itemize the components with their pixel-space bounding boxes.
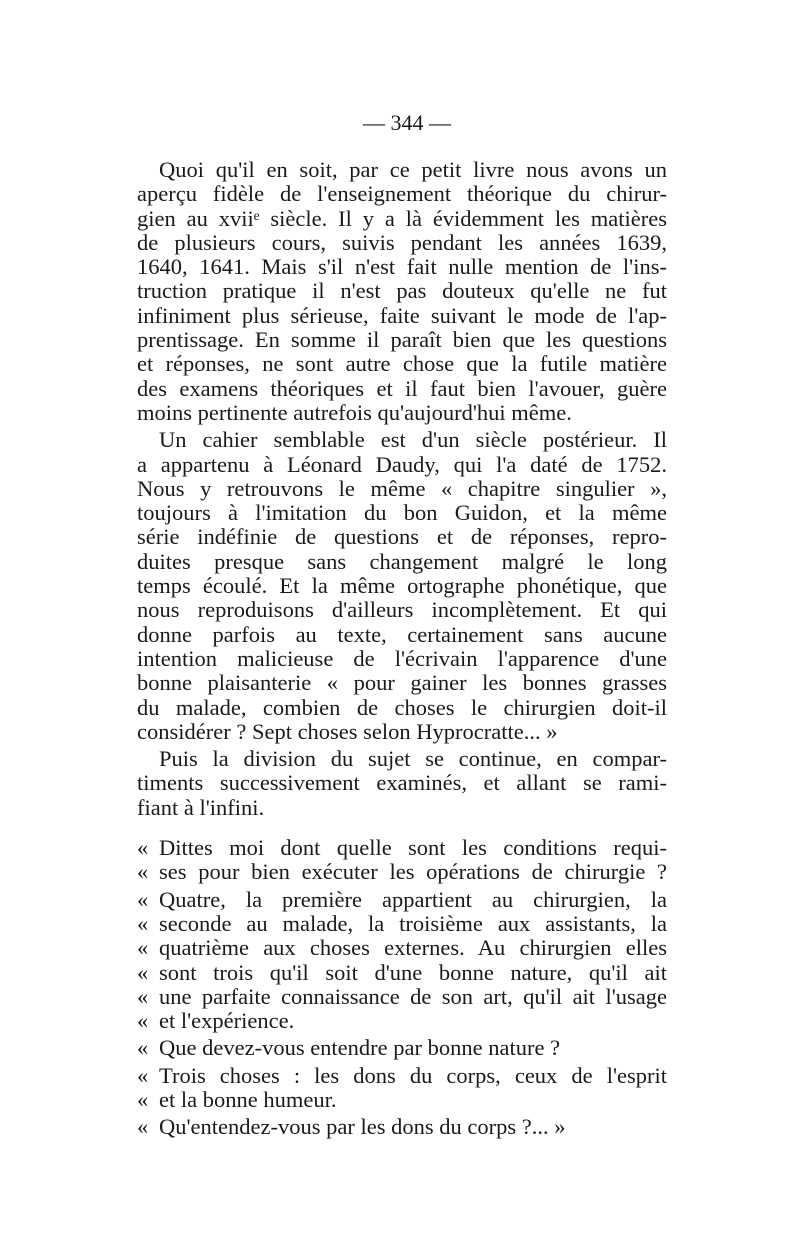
text-line: considérer ? Sept choses selon Hyprocratte... » [137, 718, 558, 744]
quote-mark: « [137, 1086, 149, 1112]
text-line: aperçu fidèle de l'enseignement théorique du chirur- [137, 181, 667, 207]
text-line: nous reproduisons d'ailleurs incomplètement. Et qui [137, 597, 667, 623]
quote-mark: « [137, 1062, 149, 1088]
text-line: intention malicieuse de l'écrivain l'apparence d'une [137, 645, 667, 671]
text-line: série indéfinie de questions et de réponses, repro- [137, 524, 667, 550]
text-line: Puis la division du sujet se continue, en compar- [159, 746, 667, 772]
text-line: Quoi qu'il en soit, par ce petit livre nous avons un [159, 157, 667, 182]
text-line: fiant à l'infini. [137, 794, 265, 820]
quote-line [137, 1036, 667, 1060]
text-line: Un cahier semblable est d'un siècle postérieur. Il [159, 427, 667, 453]
text-line: gien au xviiᵉ siècle. Il y a là évidemment les matières [137, 205, 667, 231]
quote-text: Qu'entendez-vous par les dons du corps ?... » [159, 1114, 566, 1140]
text-line: moins pertinente autrefois qu'aujourd'hui même. [137, 399, 572, 425]
quote-mark: « [137, 886, 149, 912]
quote-line [137, 888, 667, 912]
quote-text: sont trois qu'il soit d'une bonne nature, qu'il ait [159, 959, 667, 985]
text-line: bonne plaisanterie « pour gainer les bonnes grasses [137, 670, 667, 696]
quote-line [137, 860, 667, 884]
text-line: duites presque sans changement malgré le long [137, 548, 667, 574]
paragraph-1 [137, 158, 667, 425]
text-line: toujours à l'imitation du bon Guidon, et la même [137, 500, 667, 526]
text-line: a appartenu à Léonard Daudy, qui l'a daté de 1752. [137, 451, 667, 477]
quote-line [137, 961, 667, 985]
quote-text: et la bonne humeur. [159, 1086, 337, 1112]
text-line: des examens théoriques et il faut bien l'avouer, guère [137, 375, 667, 401]
paragraph-2 [137, 428, 667, 744]
page-number: — 344 — [363, 110, 451, 135]
quote-text: une parfaite connaissance de son art, qu'il ait l'usage [159, 983, 667, 1009]
quote-text: Quatre, la première appartient au chirurgien, la [159, 886, 667, 912]
paragraph-3 [137, 747, 667, 820]
text-line: timents successivement examinés, et allant se rami- [137, 770, 667, 796]
quote-line [137, 985, 667, 1009]
quote-text: Que devez-vous entendre par bonne nature ? [159, 1035, 561, 1061]
quote-line [137, 1088, 667, 1112]
quote-line [137, 836, 667, 860]
quote-text: seconde au malade, la troisième aux assistants, la [159, 910, 667, 936]
text-line: prentissage. En somme il paraît bien que les questions [137, 327, 667, 353]
quote-block-1 [137, 836, 667, 885]
text-line: de plusieurs cours, suivis pendant les années 1639, [137, 229, 667, 255]
text-line: et réponses, ne sont autre chose que la futile matière [137, 351, 667, 377]
quote-block-2 [137, 888, 667, 1034]
quote-mark: « [137, 1035, 149, 1061]
quote-line [137, 936, 667, 960]
quote-text: et l'expérience. [159, 1008, 295, 1034]
quote-text: ses pour bien exécuter les opérations de chirurgie ? [159, 859, 667, 885]
text-line: donne parfois au texte, certainement sans aucune [137, 621, 667, 647]
quote-text: quatrième aux choses externes. Au chirurgien elles [159, 935, 667, 961]
quote-text: Dittes moi dont quelle sont les conditions requi- [159, 835, 667, 861]
text-line: truction pratique il n'est pas douteux qu'elle ne fut [137, 278, 667, 304]
quote-line [137, 1064, 667, 1088]
quote-line [137, 1009, 667, 1033]
quote-line [137, 912, 667, 936]
quote-mark: « [137, 1008, 149, 1034]
quote-mark: « [137, 983, 149, 1009]
quote-mark: « [137, 959, 149, 985]
quote-block-5 [137, 1115, 667, 1139]
quote-block-3 [137, 1036, 667, 1060]
book-page [137, 108, 667, 1140]
quote-mark: « [137, 835, 149, 861]
quote-mark: « [137, 910, 149, 936]
quote-text: Trois choses : les dons du corps, ceux de l'esprit [159, 1062, 667, 1088]
quote-mark: « [137, 1114, 149, 1140]
quote-mark: « [137, 859, 149, 885]
text-line: 1640, 1641. Mais s'il n'est fait nulle mention de l'ins- [137, 254, 667, 280]
text-line: temps écoulé. Et la même ortographe phonétique, que [137, 573, 667, 599]
text-line: infiniment plus sérieuse, faite suivant le mode de l'ap- [137, 302, 667, 328]
text-line: Nous y retrouvons le même « chapitre singulier », [137, 475, 667, 501]
quote-line [137, 1115, 667, 1139]
quote-block-4 [137, 1064, 667, 1113]
text-line: du malade, combien de choses le chirurgien doit-il [137, 694, 667, 720]
quote-mark: « [137, 935, 149, 961]
